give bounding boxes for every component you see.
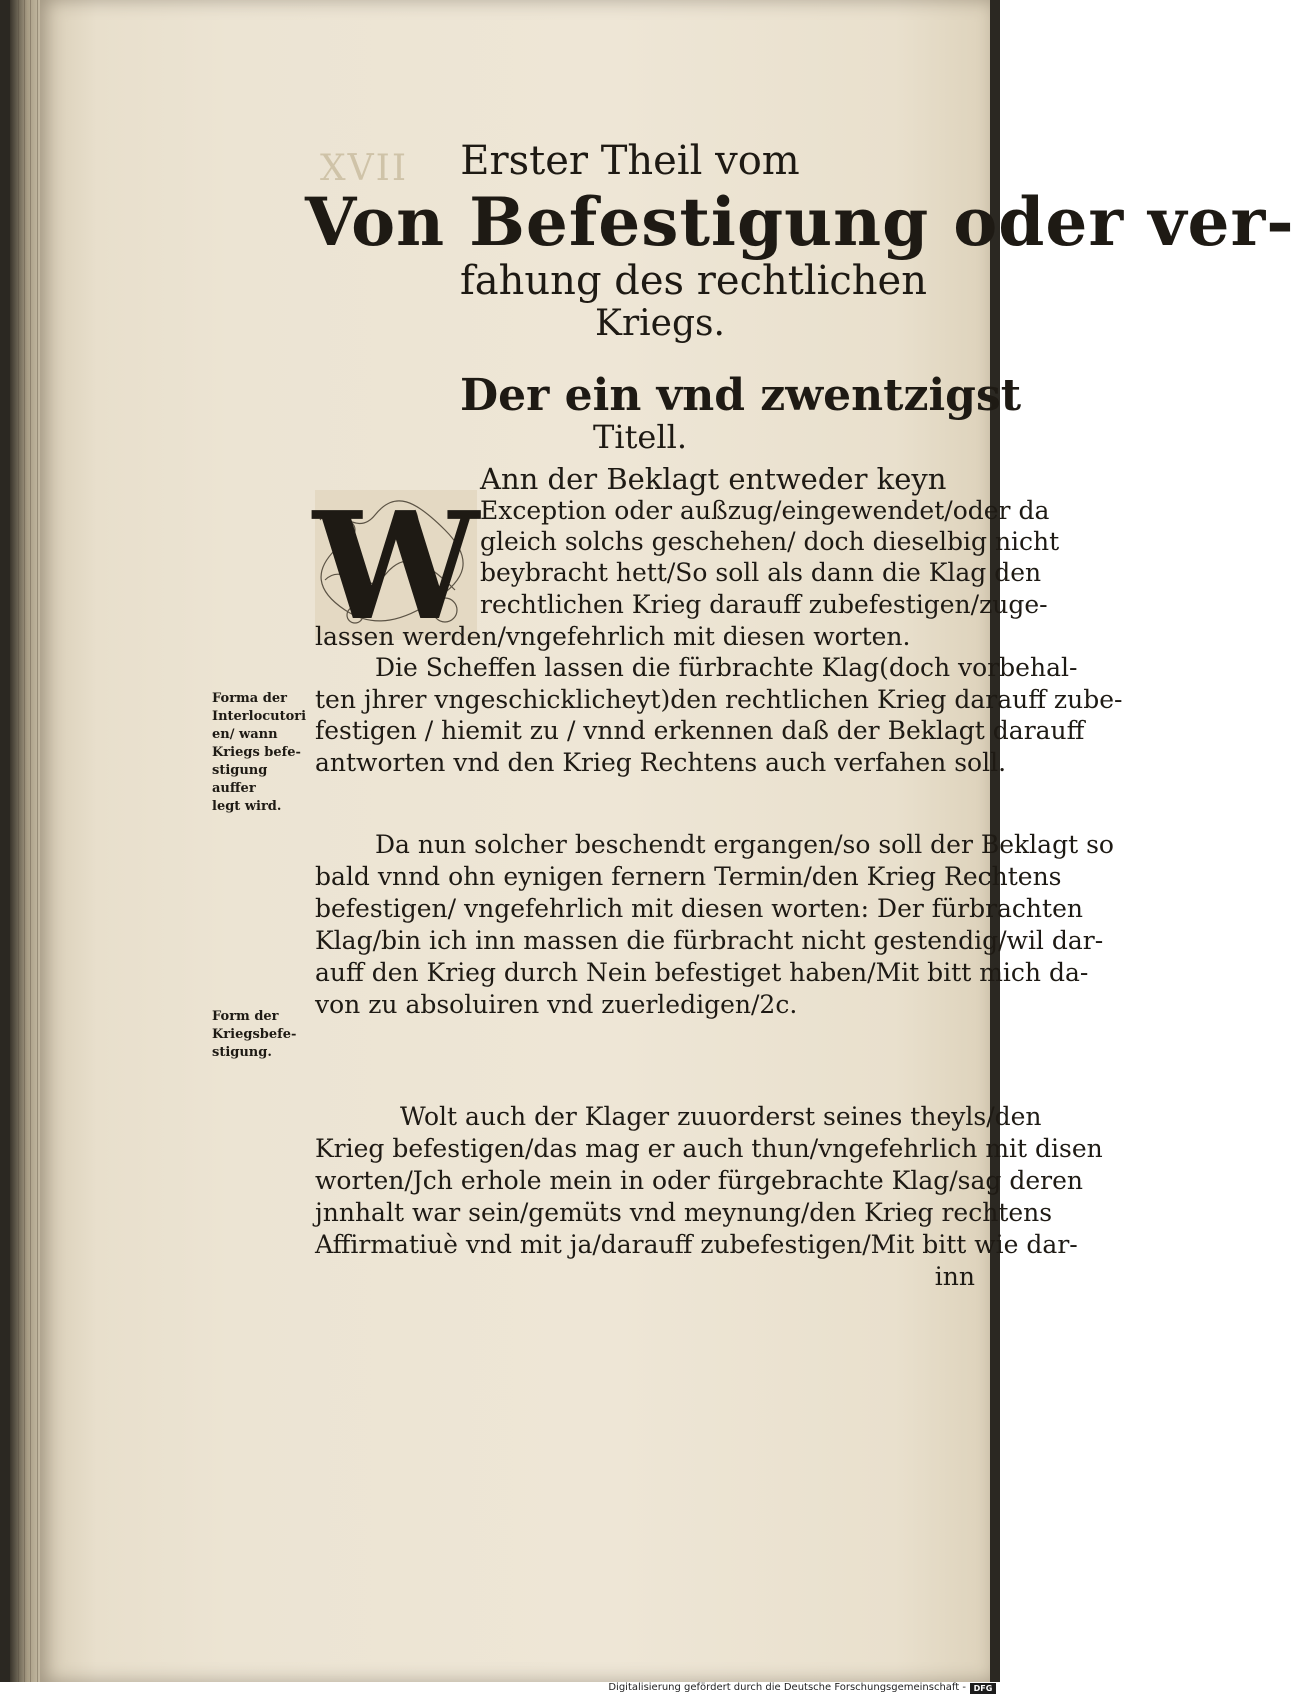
paragraph-1-line-2: Exception oder außzug/eingewendet/oder da — [480, 496, 1050, 525]
paragraph-1-line-3: gleich solchs geschehen/ doch dieselbig nicht — [480, 527, 1060, 556]
paragraph-4-line-2: Krieg befestigen/das mag er auch thun/vngefehrlich mit disen — [315, 1134, 1103, 1163]
paragraph-3-line-1: Da nun solcher beschendt ergangen/so soll der Beklagt so — [375, 830, 1114, 859]
margin-note-1-line: en/ wann — [212, 727, 278, 742]
paragraph-2-line-3: festigen / hiemit zu / vnnd erkennen daß der Beklagt darauff — [315, 716, 1085, 745]
paragraph-3-line-4: Klag/bin ich inn massen die fürbracht nicht gestendig/wil dar- — [315, 926, 1104, 955]
paragraph-3-line-3: befestigen/ vngefehrlich mit diesen worten: Der fürbrachten — [315, 894, 1083, 923]
paragraph-1-line-5: rechtlichen Krieg darauff zubefestigen/zuge- — [480, 590, 1048, 619]
paragraph-3-line-2: bald vnnd ohn eynigen fernern Termin/den Krieg Rechtens — [315, 862, 1062, 891]
margin-note-2-line: stigung. — [212, 1045, 272, 1060]
drop-cap-letter: W — [312, 479, 480, 653]
title-line-2: fahung des rechtlichen — [460, 258, 927, 304]
margin-note-1-line: Forma der — [212, 691, 287, 706]
paragraph-2-line-1: Die Scheffen lassen die fürbrachte Klag(doch vorbehal- — [375, 653, 1078, 682]
section-title: Der ein vnd zwentzigst — [460, 370, 1022, 421]
paragraph-4-line-3: worten/Jch erhole mein in oder fürgebrachte Klag/sag deren — [315, 1166, 1083, 1195]
running-header: Erster Theil vom — [460, 138, 800, 184]
margin-note-1-line: legt wird. — [212, 799, 282, 814]
margin-note-1-line: stigung auffer — [212, 763, 268, 796]
section-subtitle: Titell. — [592, 418, 687, 456]
paragraph-4-line-6: inn — [934, 1262, 975, 1291]
title-line-1: Von Befestigung oder ver- — [305, 183, 1295, 261]
title-line-3: Kriegs. — [595, 303, 725, 344]
paragraph-4-line-5: Affirmatiuè vnd mit ja/darauff zubefestigen/Mit bitt wie dar- — [315, 1230, 1078, 1259]
paragraph-3-line-6: von zu absoluiren vnd zuerledigen/2c. — [315, 990, 798, 1019]
margin-note-1-line: Kriegs befe- — [212, 745, 301, 760]
bleed-through-text: XVII — [320, 148, 409, 189]
paragraph-3-line-5: auff den Krieg durch Nein befestiget haben/Mit bitt mich da- — [315, 958, 1089, 987]
dfg-logo: DFG — [970, 1683, 996, 1694]
paragraph-2-line-2: ten jhrer vngeschicklicheyt)den rechtlichen Krieg darauff zube- — [315, 685, 1123, 714]
margin-note-1-line: Interlocutori — [212, 709, 307, 724]
paragraph-4-line-1: Wolt auch der Klager zuuorderst seines theyls/den — [400, 1102, 1042, 1131]
margin-note-2-line: Form der — [212, 1009, 279, 1024]
decorated-initial-w — [312, 479, 480, 653]
margin-note-kriegsbefestigung — [212, 1008, 312, 1062]
margin-note-interlocution — [212, 690, 312, 816]
footer-bar — [0, 1682, 1000, 1696]
paragraph-4-line-4: jnnhalt war sein/gemüts vnd meynung/den Krieg rechtens — [315, 1198, 1053, 1227]
margin-note-2-line: Kriegsbefe- — [212, 1027, 297, 1042]
paragraph-2-line-4: antworten vnd den Krieg Rechtens auch verfahen soll. — [315, 748, 1007, 777]
paragraph-1-line-1: Ann der Beklagt entweder keyn — [480, 462, 947, 496]
funding-credit: Digitalisierung gefördert durch die Deutsche Forschungsgemeinschaft - — [608, 1682, 966, 1693]
paragraph-1-line-6: lassen werden/vngefehrlich mit diesen worten. — [315, 622, 911, 651]
paragraph-1-line-4: beybracht hett/So soll als dann die Klag den — [480, 558, 1042, 587]
